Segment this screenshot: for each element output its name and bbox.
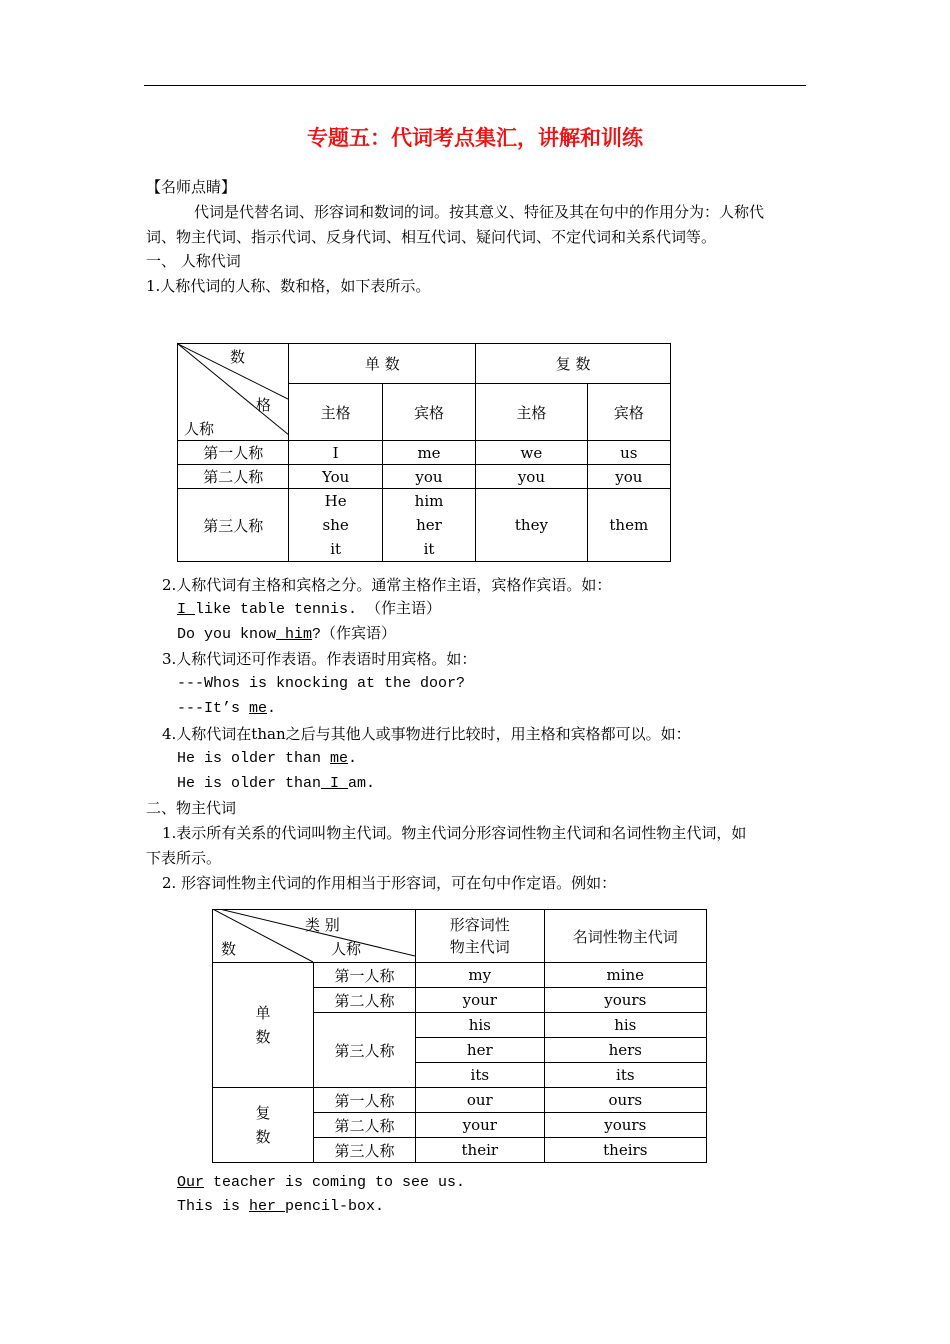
personal-pronoun-table bbox=[177, 343, 671, 562]
header-plural-nom: 主格 bbox=[476, 384, 587, 441]
underlined-word: me bbox=[330, 750, 349, 767]
cell: your bbox=[416, 1113, 545, 1138]
example-6b bbox=[177, 1197, 384, 1217]
cell-line: it bbox=[423, 540, 435, 558]
cell: us bbox=[587, 441, 670, 465]
table-row bbox=[178, 489, 671, 562]
cell: her bbox=[416, 1038, 545, 1063]
cell-line: He bbox=[324, 492, 347, 510]
example-2b bbox=[177, 625, 396, 645]
diag-label-category: 类 别 bbox=[305, 916, 340, 934]
row-label: 第三人称 bbox=[178, 489, 289, 562]
page-title: 专题五：代词考点集汇，讲解和训练 bbox=[307, 126, 643, 150]
cell: I bbox=[289, 441, 382, 465]
possessive-pronoun-table bbox=[212, 909, 707, 1163]
example-text: am. bbox=[348, 775, 376, 792]
example-text: Do you know bbox=[177, 626, 277, 643]
paragraph-5-line-2: 下表所示。 bbox=[146, 849, 222, 867]
cell: his bbox=[416, 1013, 545, 1038]
row-label: 第二人称 bbox=[314, 1113, 416, 1138]
group-label-line: 复 bbox=[255, 1104, 271, 1122]
diag-label-person: 人称 bbox=[331, 940, 362, 958]
cell-third-nom bbox=[289, 489, 382, 562]
example-3a: ---Whos is knocking at the door? bbox=[177, 675, 466, 692]
paragraph-4: 4.人称代词在than之后与其他人或事物进行比较时，用主格和宾格都可以。如： bbox=[162, 725, 691, 743]
underlined-word: I bbox=[177, 601, 196, 618]
row-label: 第二人称 bbox=[314, 988, 416, 1013]
cell: yours bbox=[544, 988, 706, 1013]
diag-label-number: 数 bbox=[221, 940, 237, 958]
cell-third-acc bbox=[382, 489, 475, 562]
diag-label-number: 数 bbox=[230, 348, 246, 366]
example-text: . bbox=[348, 750, 358, 767]
group-label-line: 数 bbox=[255, 1128, 271, 1146]
group-label-line: 单 bbox=[255, 1004, 271, 1022]
example-text: This is bbox=[177, 1198, 250, 1215]
heading-possessive-pronouns: 二、物主代词 bbox=[146, 799, 237, 817]
example-3b bbox=[177, 699, 276, 719]
row-label: 第三人称 bbox=[314, 1138, 416, 1163]
example-4b bbox=[177, 774, 375, 794]
cell: mine bbox=[544, 963, 706, 988]
group-label-line: 数 bbox=[255, 1028, 271, 1046]
cell: me bbox=[382, 441, 475, 465]
underlined-word: him bbox=[276, 626, 313, 643]
cell: its bbox=[416, 1063, 545, 1088]
cell: yours bbox=[544, 1113, 706, 1138]
diag-label-case: 格 bbox=[256, 396, 272, 414]
header-plural-acc: 宾格 bbox=[587, 384, 670, 441]
group-plural bbox=[213, 1088, 314, 1163]
cell: my bbox=[416, 963, 545, 988]
header-singular-nom: 主格 bbox=[289, 384, 382, 441]
group-singular bbox=[213, 963, 314, 1088]
intro-line-1: 代词是代替名词、形容词和数词的词。按其意义、特征及其在句中的作用分为：人称代 bbox=[194, 203, 765, 221]
cell: hers bbox=[544, 1038, 706, 1063]
paragraph-2: 2.人称代词有主格和宾格之分。通常主格作主语，宾格作宾语。如： bbox=[162, 576, 612, 594]
cell: you bbox=[587, 465, 670, 489]
row-label: 第二人称 bbox=[178, 465, 289, 489]
example-text: ---It’s bbox=[177, 700, 250, 717]
row-label: 第三人称 bbox=[314, 1013, 416, 1088]
section-label: 【名师点睛】 bbox=[146, 178, 237, 196]
cell: its bbox=[544, 1063, 706, 1088]
cell: ours bbox=[544, 1088, 706, 1113]
underlined-word: me bbox=[249, 700, 268, 717]
underlined-word: Our bbox=[177, 1174, 205, 1191]
header-singular-acc: 宾格 bbox=[382, 384, 475, 441]
example-6a bbox=[177, 1173, 465, 1193]
underlined-word: her bbox=[249, 1198, 286, 1215]
cell: you bbox=[476, 465, 587, 489]
header-adjective-possessive bbox=[416, 910, 545, 963]
paragraph-1: 1.人称代词的人称、数和格，如下表所示。 bbox=[146, 277, 431, 295]
example-text: He is older than bbox=[177, 775, 322, 792]
example-text: like table tennis. （作主语） bbox=[195, 601, 442, 618]
table-row bbox=[178, 441, 671, 465]
row-label: 第一人称 bbox=[314, 963, 416, 988]
cell-line: it bbox=[330, 540, 342, 558]
example-text: ?（作宾语） bbox=[312, 626, 397, 643]
header-line: 形容词性 bbox=[449, 916, 510, 934]
intro-line-2: 词、物主代词、指示代词、反身代词、相互代词、疑问代词、不定代词和关系代词等。 bbox=[146, 228, 717, 246]
cell: we bbox=[476, 441, 587, 465]
table1-diagonal-header bbox=[178, 344, 289, 441]
cell-line: she bbox=[322, 516, 349, 534]
underlined-word: I bbox=[321, 775, 349, 792]
table2-diagonal-header bbox=[213, 910, 416, 963]
cell: them bbox=[587, 489, 670, 562]
heading-personal-pronouns: 一、 人称代词 bbox=[146, 252, 241, 270]
row-label: 第一人称 bbox=[178, 441, 289, 465]
example-text: pencil-box. bbox=[285, 1198, 385, 1215]
example-text: He is older than bbox=[177, 750, 331, 767]
example-text: . bbox=[267, 700, 277, 717]
cell-line: him bbox=[414, 492, 444, 510]
header-noun-possessive: 名词性物主代词 bbox=[544, 910, 706, 963]
cell: their bbox=[416, 1138, 545, 1163]
table-row bbox=[213, 963, 707, 988]
cell: our bbox=[416, 1088, 545, 1113]
header-line: 物主代词 bbox=[449, 938, 510, 956]
header-singular: 单 数 bbox=[289, 344, 476, 384]
table-row bbox=[213, 1088, 707, 1113]
paragraph-3: 3.人称代词还可作表语。作表语时用宾格。如： bbox=[162, 650, 477, 668]
cell: You bbox=[289, 465, 382, 489]
top-rule bbox=[144, 85, 806, 86]
cell: your bbox=[416, 988, 545, 1013]
paragraph-6: 2. 形容词性物主代词的作用相当于形容词，可在句中作定语。例如： bbox=[162, 874, 617, 892]
example-text: teacher is coming to see us. bbox=[204, 1174, 466, 1191]
paragraph-5-line-1: 1.表示所有关系的代词叫物主代词。物主代词分形容词性物主代词和名词性物主代词，如 bbox=[162, 824, 747, 842]
cell: his bbox=[544, 1013, 706, 1038]
header-plural: 复 数 bbox=[476, 344, 671, 384]
table-row bbox=[178, 465, 671, 489]
cell-line: her bbox=[416, 516, 442, 534]
cell: they bbox=[476, 489, 587, 562]
example-2a bbox=[177, 600, 441, 620]
row-label: 第一人称 bbox=[314, 1088, 416, 1113]
cell: you bbox=[382, 465, 475, 489]
diag-label-person: 人称 bbox=[184, 420, 215, 438]
example-4a bbox=[177, 749, 357, 769]
cell: theirs bbox=[544, 1138, 706, 1163]
